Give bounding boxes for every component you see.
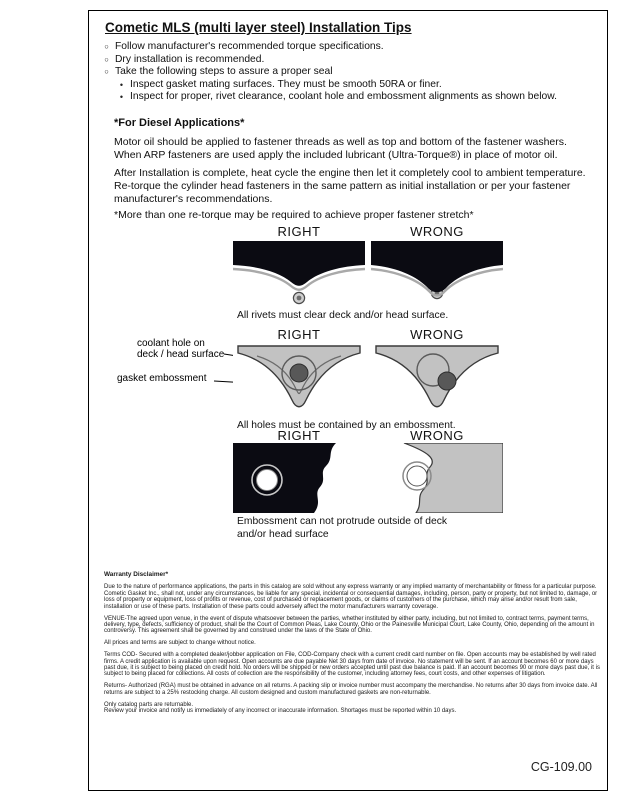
right-label: RIGHT [277,327,321,342]
emboss-figure-labels [233,428,503,443]
rivets-figure-labels [233,224,503,239]
legal-paragraph: Returns- Authorized (RGA) must be obtained in advance on all returns. A packing slip or invoice number must accompany the merchandise. No returns after 30 days from invoice date. All returns are subject to a 25% restocking charge. All custom designed and custom manufactured gaskets are non-returnable. [104,683,598,696]
legal-paragraph: Review your invoice and notify us immediately of any incorrect or inaccurate information. Shortages must be reported within 10 days. [104,708,457,714]
sub-bullet-text: Inspect gasket mating surfaces. They must be smooth 50RA or finer. [130,78,442,90]
bullet-item [102,54,592,66]
open-circle-bullet-icon: ○ [104,67,109,76]
diesel-paragraph-1: Motor oil should be applied to fastener threads as well as top and bottom of the fastener washers. When ARP fasteners are used apply the included lubricant (Ultra-Torque®) in place of motor oil. [114,136,567,161]
diesel-applications-heading: *For Diesel Applications* [114,117,245,129]
page-title: Cometic MLS (multi layer steel) Installation Tips [105,20,412,35]
bullet-text: Follow manufacturer's recommended torque specifications. [115,41,384,52]
bullet-item [102,66,592,78]
open-circle-bullet-icon: ○ [104,42,109,51]
legal-paragraph: VENUE-The agreed upon venue, in the event of dispute whatsoever between the parties, whether instituted by either party, including, but not limited to, contract terms, payment terms, delivery, type, defects, sufficiency of product, shall be the Court of Common Pleas, Lake County, Ohio or the Painesville Municipal Court, Lake County, Ohio, depending on the amount in controversy. This agreement shall be governed by and construed under the laws of the State of Ohio. [104,615,595,635]
retorque-note: *More than one re-torque may be required to achieve proper fastener stretch* [114,209,474,221]
gasket-embossment-annotation: gasket embossment [117,373,207,384]
holes-wrong-figure [371,343,503,422]
right-label: RIGHT [277,428,321,443]
legal-paragraph: Terms COD- Secured with a completed dealer/jobber application on File, COD-Company check with a current credit card number on file. Open accounts may be established by well rated firms. A credit application is available upon request. Open accounts are due payable Net 30 days from date of invoice. No statement will be sent. If an account becomes 60 or more days past due, it is subject to being placed on credit hold. No orders will be shipped or new orders accepted until past due balance is paid. If an account becomes 90 or more days past due, it is subject to being placed for collections. All costs of collection are the responsibility of the customer, including attorney fees, court costs, and other expenses of litigation. [104,652,600,678]
solid-bullet-icon: • [119,79,124,90]
holes-right-figure [233,343,365,422]
sub-bullet-item [117,79,592,91]
rivets-caption: All rivets must clear deck and/or head surface. [237,310,449,321]
right-label: RIGHT [277,224,321,239]
tips-bullet-list [102,41,592,104]
wrong-label: WRONG [410,224,464,239]
wrong-label: WRONG [410,428,464,443]
sub-bullet-item [117,91,592,103]
warranty-disclaimer-heading: Warranty Disclaimer* [104,571,169,578]
holes-figure-labels [233,327,503,342]
emboss-wrong-figure [371,443,503,518]
open-circle-bullet-icon: ○ [104,54,109,64]
catalog-page-code: CG-109.00 [530,760,592,774]
sub-bullet-text: Inspect for proper, rivet clearance, coolant hole and embossment alignments as shown below. [130,91,557,102]
diesel-paragraph-2: After Installation is complete, heat cycle the engine then let it completely cool to ambient temperature. Re-torque the cylinder head fasteners in the same pattern as initial installation or per your fastener manufacturer's recommendations. [114,167,586,205]
legal-paragraph: Only catalog parts are returnable. [104,701,194,708]
coolant-hole-annotation: coolant hole on deck / head surface [137,338,225,360]
emboss-figure-row [233,443,503,518]
solid-bullet-icon: • [119,92,124,102]
bullet-text: Dry installation is recommended. [115,53,265,65]
legal-paragraph: Due to the nature of performance applications, the parts in this catalog are sold without any express warranty or any implied warranty of merchantability or fitness for a particular purpose. Cometic Gasket Inc., shall not, under any circumstances, be liable for any special, incidental or consequential damages, including, person, party or property, but not limited to, damage, or loss of property or equipment, loss of profits or revenue, cost of purchased or replacement goods, or claims of customers of the purchase, which may arise and/or result from sale, installation or use of these parts. Installation of these parts could adversely affect the motor manufacturers warranty coverage. [104,584,598,610]
emboss-right-figure [233,443,365,518]
wrong-label: WRONG [410,327,464,342]
rivets-right-figure [233,241,365,312]
holes-figure-row [233,343,503,422]
rivets-figure-row [233,241,503,312]
bullet-text: Take the following steps to assure a proper seal [115,66,333,77]
legal-paragraph: All prices and terms are subject to change without notice. [104,640,256,647]
bullet-item [102,41,592,53]
holes-caption: All holes must be contained by an embossment. [237,420,456,431]
rivets-wrong-figure [371,241,503,312]
emboss-caption: Embossment can not protrude outside of deck and/or head surface [237,516,448,540]
legal-section [104,572,602,720]
